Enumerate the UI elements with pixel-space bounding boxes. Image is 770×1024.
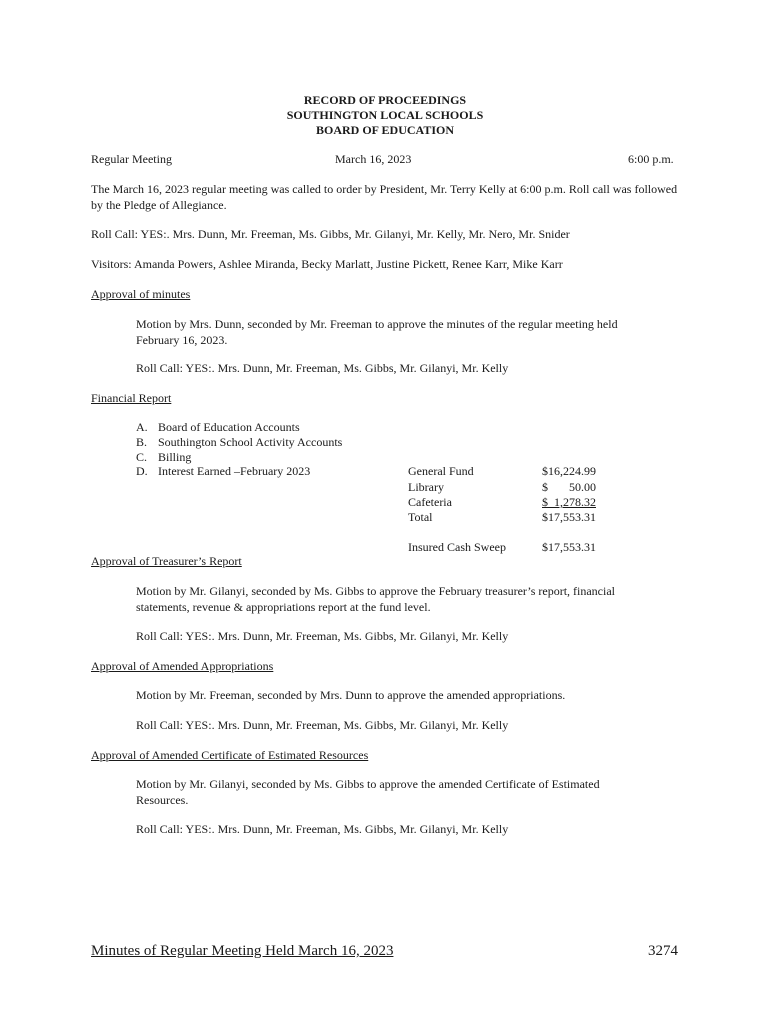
fund-name: Cafeteria [408, 495, 452, 509]
header-line-record: RECORD OF PROCEEDINGS [303, 93, 467, 107]
header-line-board: BOARD OF EDUCATION [315, 123, 454, 137]
fund-name: Total [408, 510, 433, 524]
fund-amount: $ 50.00 [542, 480, 596, 494]
header-line-school: SOUTHINGTON LOCAL SCHOOLS [286, 108, 484, 122]
financial-item-letter: B. [136, 435, 148, 449]
heading-approval-minutes: Approval of minutes [91, 287, 191, 301]
roll-call-opening: Roll Call: YES:. Mrs. Dunn, Mr. Freeman, Ms. Gibbs, Mr. Gilanyi, Mr. Kelly, Mr. Nero, Mr. Snider [91, 227, 570, 241]
roll-call-approval-minutes: Roll Call: YES:. Mrs. Dunn, Mr. Freeman, Ms. Gibbs, Mr. Gilanyi, Mr. Kelly [136, 361, 509, 375]
fund-name: Library [408, 480, 444, 494]
financial-item-text: Board of Education Accounts [158, 420, 300, 434]
fund-amount: $16,224.99 [542, 464, 596, 478]
financial-item-text: Billing [158, 450, 192, 464]
roll-call-amended-certificate: Roll Call: YES:. Mrs. Dunn, Mr. Freeman, Ms. Gibbs, Mr. Gilanyi, Mr. Kelly [136, 822, 509, 836]
roll-call-amended-appropriations: Roll Call: YES:. Mrs. Dunn, Mr. Freeman, Ms. Gibbs, Mr. Gilanyi, Mr. Kelly [136, 718, 509, 732]
motion-approval-minutes: Motion by Mrs. Dunn, seconded by Mr. Freeman to approve the minutes of the regular meeting held February 16, 2023. [136, 317, 618, 347]
heading-amended-certificate: Approval of Amended Certificate of Estimated Resources [91, 748, 369, 762]
meeting-time: 6:00 p.m. [628, 152, 674, 166]
financial-item-letter: D. [136, 464, 148, 478]
fund-amount: $ 1,278.32 [542, 495, 596, 509]
heading-treasurer-report: Approval of Treasurer’s Report [91, 554, 242, 568]
sweep-name: Insured Cash Sweep [408, 540, 506, 554]
meeting-type: Regular Meeting [91, 152, 172, 166]
motion-amended-appropriations: Motion by Mr. Freeman, seconded by Mrs. Dunn to approve the amended appropriations. [136, 688, 566, 702]
intro-paragraph: The March 16, 2023 regular meeting was called to order by President, Mr. Terry Kelly at 6:00 p.m. Roll call was followed by the Pledge of Allegiance. [91, 182, 678, 212]
visitors-line: Visitors: Amanda Powers, Ashlee Miranda, Becky Marlatt, Justine Pickett, Renee Karr, Mike Karr [91, 257, 563, 271]
page-number: 3274 [648, 943, 678, 959]
sweep-amount: $17,553.31 [542, 540, 596, 554]
motion-amended-certificate: Motion by Mr. Gilanyi, seconded by Ms. Gibbs to approve the amended Certificate of Estimated Resources. [136, 777, 600, 807]
motion-treasurer-report: Motion by Mr. Gilanyi, seconded by Ms. Gibbs to approve the February treasurer’s report, financial statements, revenue & appropriations report at the fund level. [136, 584, 616, 614]
financial-item-text: Southington School Activity Accounts [158, 435, 343, 449]
financial-item-letter: C. [136, 450, 148, 464]
fund-amount: $17,553.31 [542, 510, 596, 524]
heading-financial-report: Financial Report [91, 391, 172, 405]
footer-title: Minutes of Regular Meeting Held March 16, 2023 [91, 943, 394, 959]
heading-amended-appropriations: Approval of Amended Appropriations [91, 659, 274, 673]
roll-call-treasurer-report: Roll Call: YES:. Mrs. Dunn, Mr. Freeman, Ms. Gibbs, Mr. Gilanyi, Mr. Kelly [136, 629, 509, 643]
meeting-date: March 16, 2023 [335, 152, 412, 166]
financial-item-text: Interest Earned –February 2023 [158, 464, 311, 478]
fund-name: General Fund [408, 464, 474, 478]
financial-item-letter: A. [136, 420, 148, 434]
